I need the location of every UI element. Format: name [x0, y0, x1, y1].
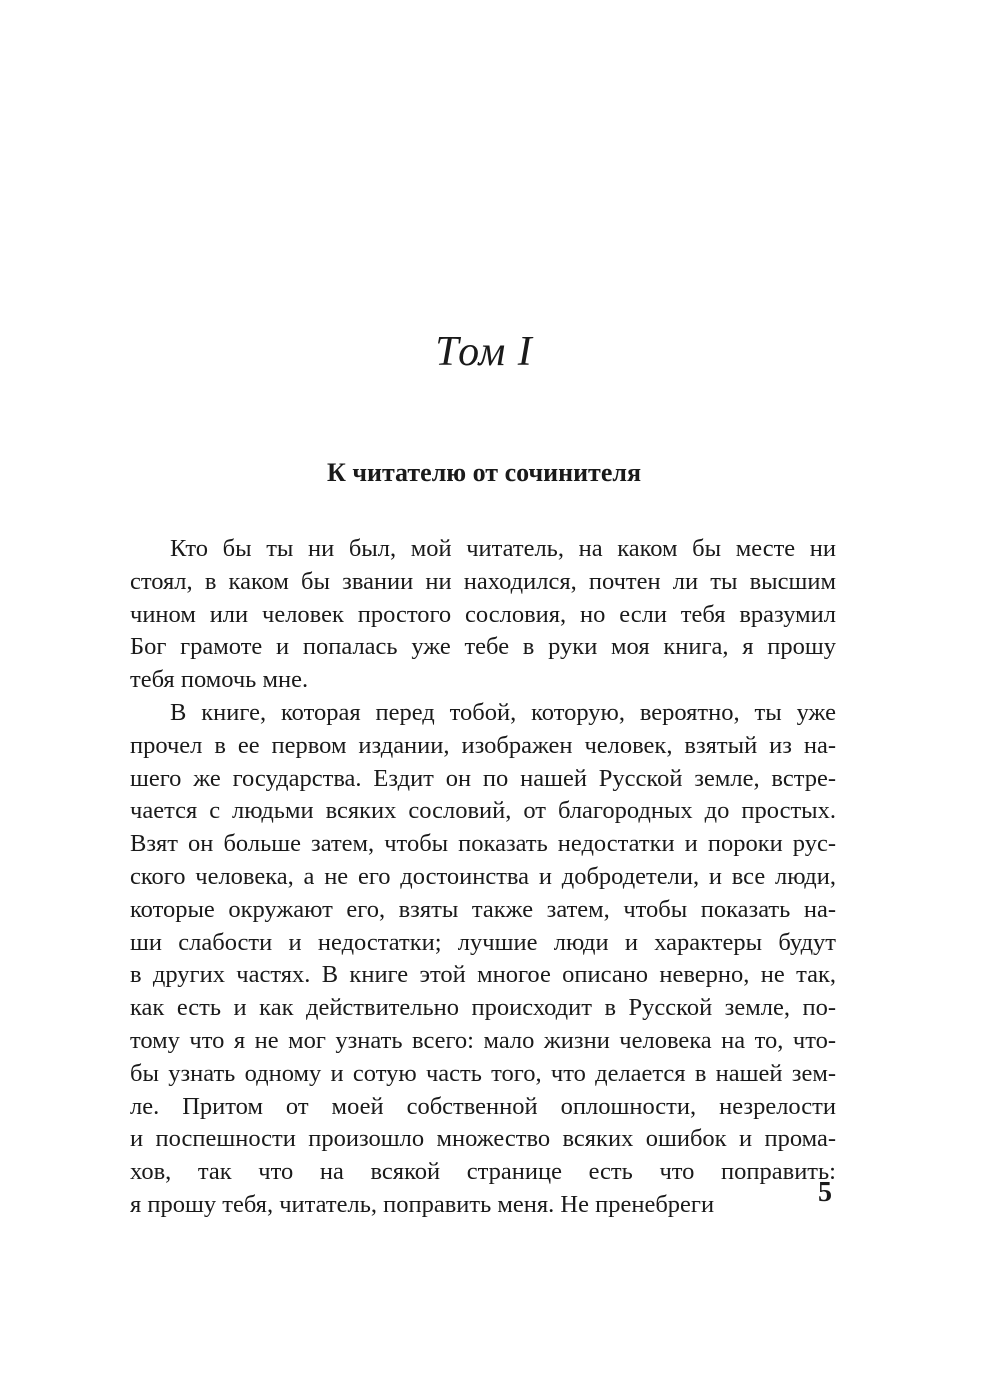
text-line: стоял, в каком бы звании ни находился, почтен ли ты высшим — [130, 567, 836, 595]
text-line: хов, так что на всякой странице есть что поправить: — [130, 1158, 836, 1186]
body-text — [130, 533, 836, 1222]
text-line: прочел в ее первом издании, изображен человек, взятый из на- — [130, 731, 836, 759]
text-line: шего же государства. Ездит он по нашей Русской земле, встре- — [130, 764, 836, 792]
volume-title: Том I — [435, 329, 533, 375]
page-number: 5 — [818, 1177, 832, 1208]
text-line: ского человека, а не его достоинства и добродетели, и все люди, — [130, 862, 836, 890]
text-line: чином или человек простого сословия, но если тебя вразумил — [130, 600, 836, 628]
text-line: тебя помочь мне. — [130, 666, 309, 694]
text-line: В книге, которая перед тобой, которую, вероятно, ты уже — [170, 698, 836, 726]
text-line: ле. Притом от моей собственной оплошности, незрелости — [130, 1092, 836, 1120]
text-line: Кто бы ты ни был, мой читатель, на каком бы месте ни — [170, 535, 836, 562]
text-line: бы узнать одному и сотую часть того, что делается в нашей зем- — [130, 1059, 836, 1087]
text-line: в других частях. В книге этой многое описано неверно, не так, — [130, 961, 836, 989]
text-line: Взят он больше затем, чтобы показать недостатки и пороки рус- — [130, 830, 836, 858]
text-line: я прошу тебя, читатель, поправить меня. Не пренебреги — [130, 1190, 715, 1218]
text-line: тому что я не мог узнать всего: мало жизни человека на то, что- — [130, 1026, 836, 1054]
text-line: которые окружают его, взяты также затем, чтобы показать на- — [130, 895, 836, 923]
section-title: К читателю от сочинителя — [326, 458, 642, 487]
text-line: Бог грамоте и попалась уже тебе в руки моя книга, я прошу — [130, 633, 836, 661]
text-line: и поспешности произошло множество всяких ошибок и прома- — [130, 1125, 836, 1153]
text-line: чается с людьми всяких сословий, от благородных до простых. — [130, 797, 836, 825]
text-line: ши слабости и недостатки; лучшие люди и характеры будут — [130, 928, 836, 956]
text-line: как есть и как действительно происходит в Русской земле, по- — [130, 994, 836, 1022]
